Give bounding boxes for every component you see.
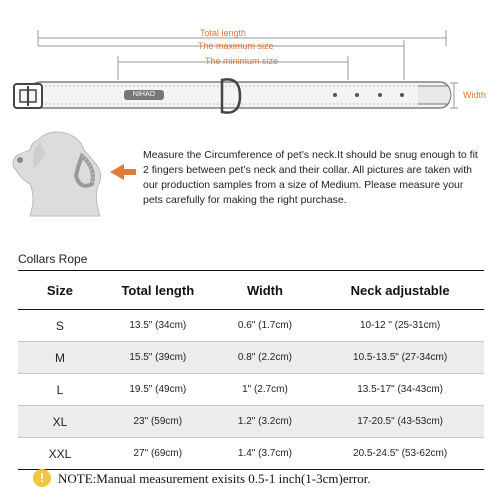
warning-icon: ! bbox=[33, 469, 51, 487]
header-neck-adjustable: Neck adjustable bbox=[316, 271, 484, 310]
table-row bbox=[18, 406, 484, 438]
table-row bbox=[18, 374, 484, 406]
measurement-instructions: Measure the Circumference of pet’s neck.It should be snug enough to fit 2 fingers between pet’s neck and their collar. All pictures are taken with our production samples from a size of Medium. Please measure your pets carefully for making the right purchase. bbox=[143, 149, 478, 206]
cell-total-length: 23" (59cm) bbox=[102, 406, 214, 438]
section-title: Collars Rope bbox=[18, 252, 88, 266]
cell-neck-adjustable: 10-12 " (25-31cm) bbox=[316, 310, 484, 342]
cell-width: 0.6" (1.7cm) bbox=[214, 310, 317, 342]
cell-neck-adjustable: 10.5-13.5" (27-34cm) bbox=[316, 342, 484, 374]
table-row bbox=[18, 310, 484, 342]
cell-neck-adjustable: 17-20.5" (43-53cm) bbox=[316, 406, 484, 438]
dog-neck-illustration bbox=[0, 120, 140, 225]
cell-total-length: 27" (69cm) bbox=[102, 438, 214, 470]
header-total-length: Total length bbox=[102, 271, 214, 310]
cell-size: L bbox=[18, 374, 102, 406]
table-row bbox=[18, 342, 484, 374]
cell-size: M bbox=[18, 342, 102, 374]
cell-size: XXL bbox=[18, 438, 102, 470]
collar-diagram bbox=[0, 0, 500, 140]
cell-width: 1" (2.7cm) bbox=[214, 374, 317, 406]
size-chart-table bbox=[18, 270, 484, 470]
dog-silhouette-icon bbox=[0, 120, 140, 225]
cell-width: 1.4" (3.7cm) bbox=[214, 438, 317, 470]
cell-total-length: 19.5" (49cm) bbox=[102, 374, 214, 406]
brand-plate bbox=[124, 90, 164, 100]
measurement-note: NOTE:Manual measurement exisits 0.5-1 inch(1-3cm)error. bbox=[58, 471, 371, 486]
brand-plate-label: NIHAO bbox=[132, 91, 156, 98]
table-row bbox=[18, 438, 484, 470]
cell-width: 1.2" (3.2cm) bbox=[214, 406, 317, 438]
header-width: Width bbox=[214, 271, 317, 310]
header-size: Size bbox=[18, 271, 102, 310]
max-size-label: The maximum size bbox=[198, 41, 274, 51]
cell-size: S bbox=[18, 310, 102, 342]
collar-illustration bbox=[0, 0, 500, 140]
total-length-label: Total length bbox=[200, 28, 247, 38]
width-label: Width bbox=[463, 90, 487, 100]
cell-total-length: 15.5" (39cm) bbox=[102, 342, 214, 374]
cell-size: XL bbox=[18, 406, 102, 438]
cell-neck-adjustable: 20.5-24.5" (53-62cm) bbox=[316, 438, 484, 470]
cell-neck-adjustable: 13.5-17" (34-43cm) bbox=[316, 374, 484, 406]
cell-width: 0.8" (2.2cm) bbox=[214, 342, 317, 374]
cell-total-length: 13.5" (34cm) bbox=[102, 310, 214, 342]
table-header-row bbox=[18, 271, 484, 310]
min-size-label: The minimum size bbox=[205, 56, 279, 66]
